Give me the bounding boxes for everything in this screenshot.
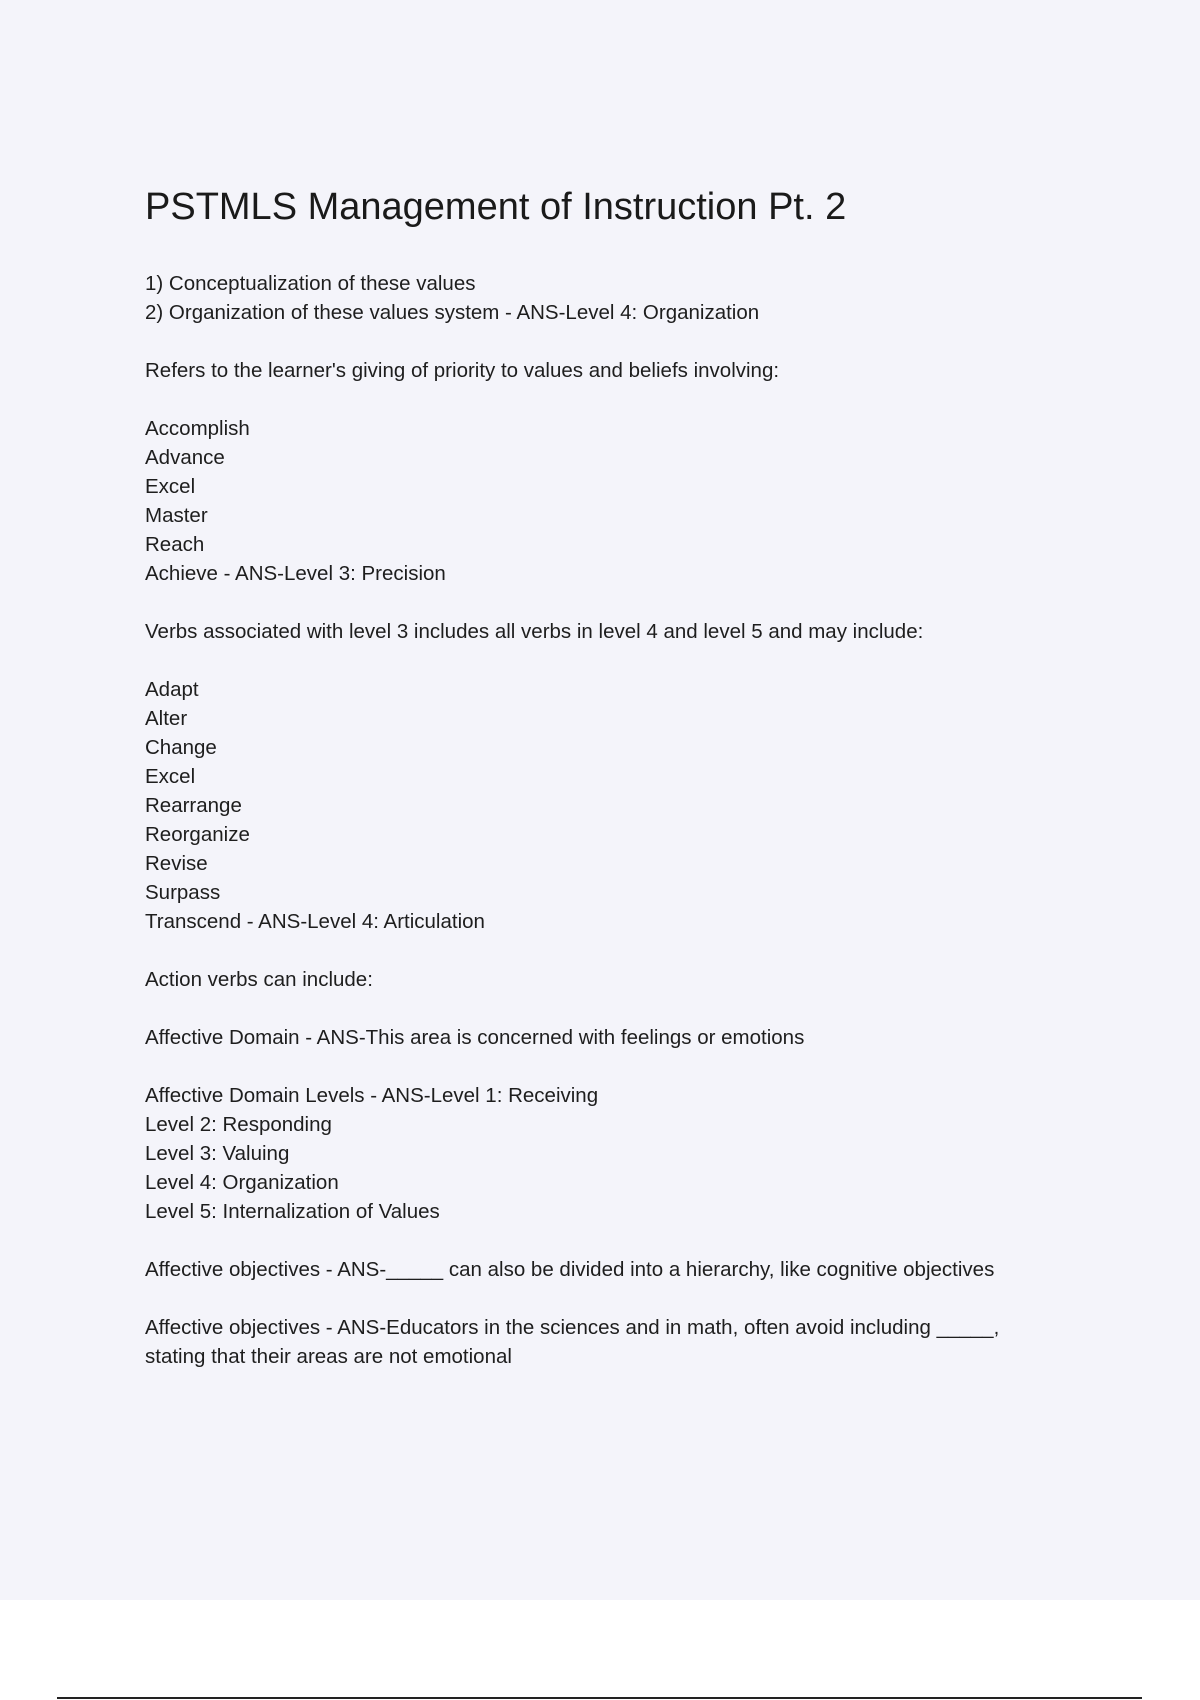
paragraph-block	[145, 1081, 1075, 1226]
text-line: Transcend - ANS-Level 4: Articulation	[145, 910, 485, 933]
text-line: Affective objectives - ANS-_____ can also be divided into a hierarchy, like cognitive objectives	[145, 1258, 995, 1281]
text-line: Affective Domain Levels - ANS-Level 1: Receiving	[145, 1084, 599, 1107]
text-line: Change	[145, 736, 217, 759]
text-line: Excel	[145, 765, 196, 788]
document-content	[145, 182, 1075, 1400]
text-line: 2) Organization of these values system - ANS-Level 4: Organization	[145, 301, 760, 324]
paragraph-block	[145, 414, 1075, 588]
paragraph-block	[145, 1023, 1075, 1052]
text-line: Surpass	[145, 881, 221, 904]
paragraph-block	[145, 965, 1075, 994]
text-line: Level 2: Responding	[145, 1113, 332, 1136]
text-line: Verbs associated with level 3 includes all verbs in level 4 and level 5 and may include:	[145, 620, 924, 643]
text-line: 1) Conceptualization of these values	[145, 272, 476, 295]
text-line: Reach	[145, 533, 205, 556]
text-line: Level 4: Organization	[145, 1171, 339, 1194]
text-line: Achieve - ANS-Level 3: Precision	[145, 562, 446, 585]
paragraph-block	[145, 617, 1075, 646]
document-title: PSTMLS Management of Instruction Pt. 2	[145, 186, 847, 228]
text-line: Rearrange	[145, 794, 242, 817]
text-line: Adapt	[145, 678, 199, 701]
paragraph-block	[145, 1313, 1075, 1371]
text-line: Reorganize	[145, 823, 250, 846]
footer-divider	[57, 1697, 1142, 1699]
text-line: Alter	[145, 707, 188, 730]
text-line: Accomplish	[145, 417, 250, 440]
paragraph-block	[145, 675, 1075, 936]
paragraph-block	[145, 269, 1075, 327]
text-line: Refers to the learner's giving of priority to values and beliefs involving:	[145, 359, 780, 382]
text-line: Affective objectives - ANS-Educators in the sciences and in math, often avoid including _____,	[145, 1316, 1000, 1339]
paragraph-block	[145, 356, 1075, 385]
text-line: Level 5: Internalization of Values	[145, 1200, 440, 1223]
text-line: Excel	[145, 475, 196, 498]
text-line: Affective Domain - ANS-This area is concerned with feelings or emotions	[145, 1026, 805, 1049]
text-line: Level 3: Valuing	[145, 1142, 290, 1165]
text-line: Revise	[145, 852, 208, 875]
text-line: Action verbs can include:	[145, 968, 373, 991]
document-body	[145, 269, 1075, 1371]
text-line: Advance	[145, 446, 225, 469]
text-line: stating that their areas are not emotional	[145, 1345, 512, 1368]
paragraph-block	[145, 1255, 1075, 1284]
text-line: Master	[145, 504, 208, 527]
